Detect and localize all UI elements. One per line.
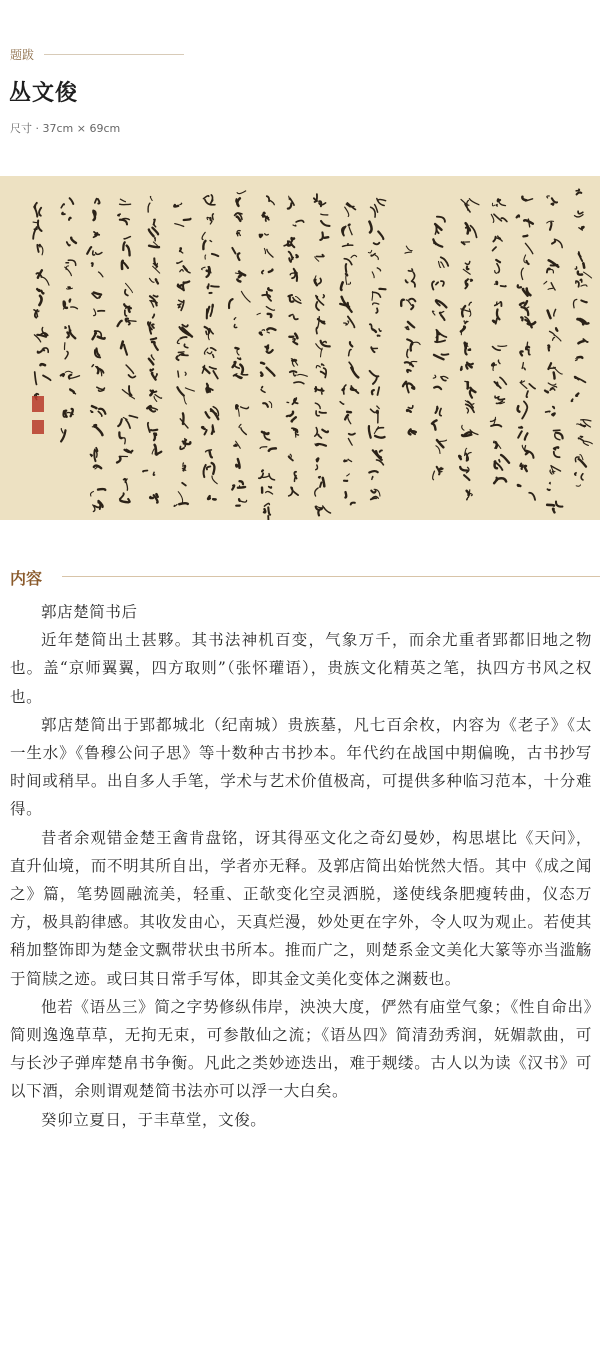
calligraphy-column — [517, 197, 536, 500]
calligraphy-column — [368, 199, 385, 500]
calligraphy-column — [571, 189, 592, 486]
calligraphy-column — [33, 203, 50, 400]
text-paragraph: 近年楚简出土甚夥。其书法神机百变，气象万千，而余尤重者郢都旧地之物也。盖“京师翼翼，四方取则”（张怀瓘语），贵族文化精英之笔，执四方书风之权也。 — [10, 631, 592, 706]
divider — [44, 54, 184, 55]
name-seal-icon — [32, 420, 44, 434]
section-tag: 题跋 — [10, 48, 35, 62]
calligraphy-column — [401, 246, 420, 434]
calligraphy-column — [544, 196, 563, 512]
divider — [62, 576, 600, 577]
calligraphy-column — [229, 191, 250, 506]
calligraphy-column — [491, 199, 510, 483]
content-heading: 内容 — [10, 569, 43, 588]
calligraphy-column — [314, 194, 331, 515]
calligraphy-column — [432, 217, 449, 480]
calligraphy-column — [174, 203, 194, 506]
calligraphy-column — [284, 196, 307, 496]
calligraphy-column — [459, 199, 479, 500]
text-paragraph: 郭店楚简出于郢都城北（纪南城）贵族墓，凡七百余枚，内容为《老子》《太一生水》《鲁穆公问子思》等十数种古书抄本。年代约在战国中期偏晚，古书抄写时间或稍早。出自多人手笔，学术与艺术价值极高，可提供多种临习范本，十分难得。 — [10, 715, 592, 819]
calligraphy-column — [117, 199, 137, 502]
calligraphy-column — [257, 196, 276, 520]
artwork-size: 尺寸 · 37cm × 69cm — [10, 122, 121, 135]
text-paragraph: 癸卯立夏日，于丰草堂，文俊。 — [41, 1110, 267, 1129]
text-title: 郭店楚简书后 — [41, 603, 138, 621]
calligraphy-column — [87, 199, 105, 512]
calligraphy-column — [202, 195, 219, 500]
artist-seal-icon — [32, 396, 44, 412]
transcription-text — [10, 598, 592, 1134]
calligraphy-scroll-image — [0, 176, 600, 520]
calligraphy-column — [61, 198, 80, 441]
calligraphy-artwork-image[interactable] — [0, 176, 600, 520]
artist-name: 丛文俊 — [9, 81, 79, 106]
text-paragraph: 昔者余观错金楚王酓肯盘铭，讶其得巫文化之奇幻曼妙，构思堪比《天问》，直升仙境，而不明其所自出，学者亦无释。及郭店简出始恍然大悟。其中《成之闻之》篇，笔势圆融流美，轻重、正欹变化空灵洒脱，遂使线条肥瘦转曲，仪态万方，极具韵律感。其收发由心，天真烂漫，妙处更在字外，令人叹为观止。若使其稍加整饰即为楚金文飘带状虫书所本。推而广之，则楚系金文美化大篆等亦当滥觞于简牍之迹。或曰其日常手写体，即其金文美化变体之渊薮也。 — [10, 828, 592, 988]
text-paragraph: 他若《语丛三》简之字势修纵伟岸，泱泱大度，俨然有庙堂气象；《性自命出》简则逸逸草草，无拘无束，可参散仙之流；《语丛四》简清劲秀润，妩媚款曲，可与长沙子弹库楚帛书争衡。凡此之类妙迹迭出，难于觌缕。古人以为读《汉书》可以下酒，余则谓观楚简书法亦可以浮一大白矣。 — [10, 997, 592, 1101]
calligraphy-column — [143, 196, 162, 502]
calligraphy-column — [340, 203, 358, 505]
